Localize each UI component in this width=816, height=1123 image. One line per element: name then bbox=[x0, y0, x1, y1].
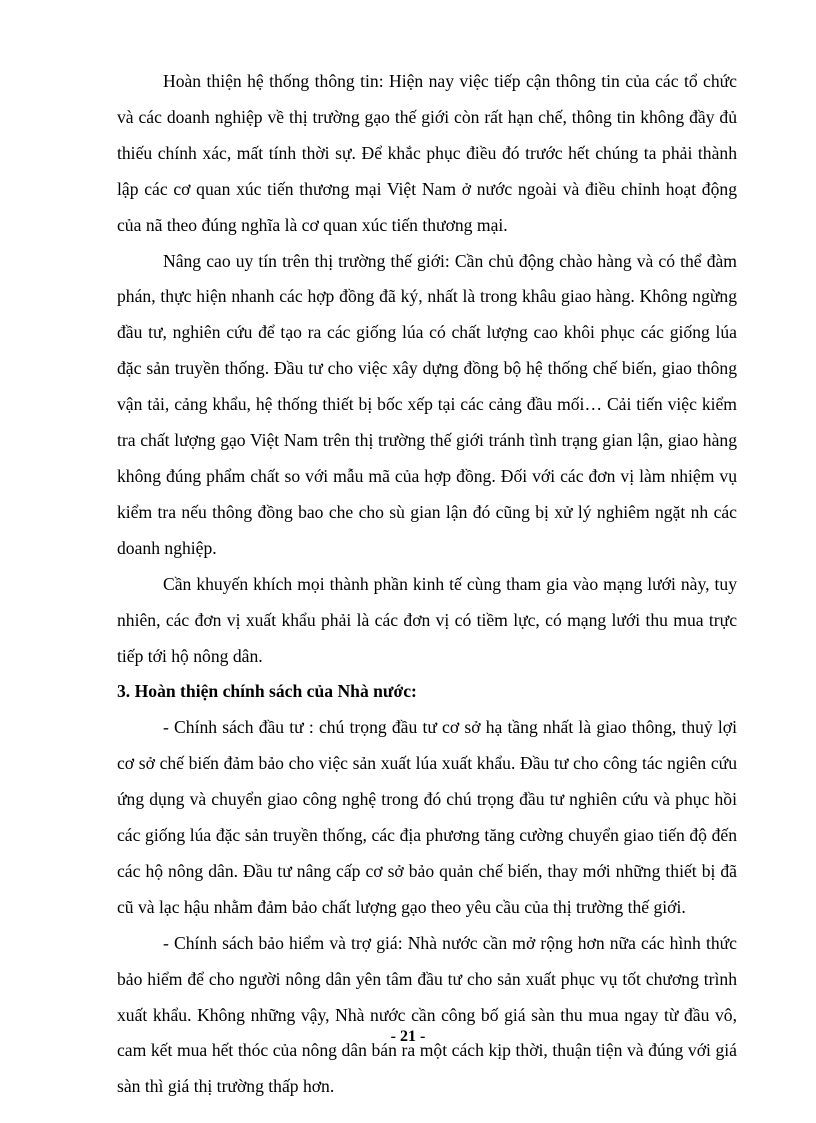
paragraph-information-system: Hoàn thiện hệ thống thông tin: Hiện nay việc tiếp cận thông tin của các tổ chức và các doanh nghiệp về thị trường gạo thế giới còn rất hạn chế, thông tin không đầy đủ thiếu chính xác, mất tính thời sự. Để khắc phục điều đó trước hết chúng ta phải thành lập các cơ quan xúc tiến thương mại Việt Nam ở nước ngoài và điều chỉnh hoạt động của nã theo đúng nghĩa là cơ quan xúc tiến thương mại. bbox=[117, 71, 737, 235]
policy-insurance-subsidy: - Chính sách bảo hiểm và trợ giá: Nhà nước cần mở rộng hơn nữa các hình thức bảo hiểm để cho người nông dân yên tâm đầu tư cho sản xuất phục vụ tốt chương trình xuất khẩu. Không những vậy, Nhà nước cần công bố giá sàn thu mua ngay từ đầu vô, cam kết mua hết thóc của nông dân bán ra một cách kịp thời, thuận tiện và đúng với giá sàn thì giá thị trường thấp hơn. bbox=[117, 932, 737, 1097]
paragraph-reputation: Nâng cao uy tín trên thị trường thế giới: Cần chủ động chào hàng và có thể đàm phán, thực hiện nhanh các hợp đồng đã ký, nhất là trong khâu giao hàng. Không ngừng đầu tư, nghiên cứu để tạo ra các giống lúa có chất lượng cao khôi phục các giống lúa đặc sản truyền thống. Đầu tư cho việc xây dựng đồng bộ hệ thống chế biến, giao thông vận tải, cảng khẩu, hệ thống thiết bị bốc xếp tại các cảng đầu mối… Cải tiến việc kiểm tra chất lượng gạo Việt Nam trên thị trường thế giới tránh tình trạng gian lận, giao hàng không đúng phẩm chất so với mẫu mã của hợp đồng. Đối với các đơn vị làm nhiệm vụ kiểm tra nếu thông đồng bao che cho sù gian lận đó cũng bị xử lý nghiêm ngặt nh các doanh nghiệp. bbox=[117, 250, 737, 558]
section-heading: 3. Hoàn thiện chính sách của Nhà nước: bbox=[117, 681, 417, 702]
body-text bbox=[117, 64, 737, 1105]
page-number: - 21 - bbox=[390, 1028, 426, 1045]
policy-investment: - Chính sách đầu tư : chú trọng đầu tư cơ sở hạ tầng nhất là giao thông, thuỷ lợi cơ sở chế biến đảm bảo cho việc sản xuất lúa xuất khẩu. Đầu tư cho công tác ngiên cứu ứng dụng và chuyển giao công nghệ trong đó chú trọng đầu tư nghiên cứu và phục hồi các giống lúa đặc sản truyền thống, các địa phương tăng cường chuyển giao tiến độ đến các hộ nông dân. Đầu tư nâng cấp cơ sở bảo quản chế biến, thay mới những thiết bị đã cũ và lạc hậu nhằm đảm bảo chất lượng gạo theo yêu cầu của thị trường thế giới. bbox=[117, 717, 737, 917]
paragraph-encourage-sectors: Cần khuyến khích mọi thành phần kinh tế cùng tham gia vào mạng lưới này, tuy nhiên, các đơn vị xuất khẩu phải là các đơn vị có tiềm lực, có mạng lưới thu mua trực tiếp tới hộ nông dân. bbox=[117, 573, 737, 666]
